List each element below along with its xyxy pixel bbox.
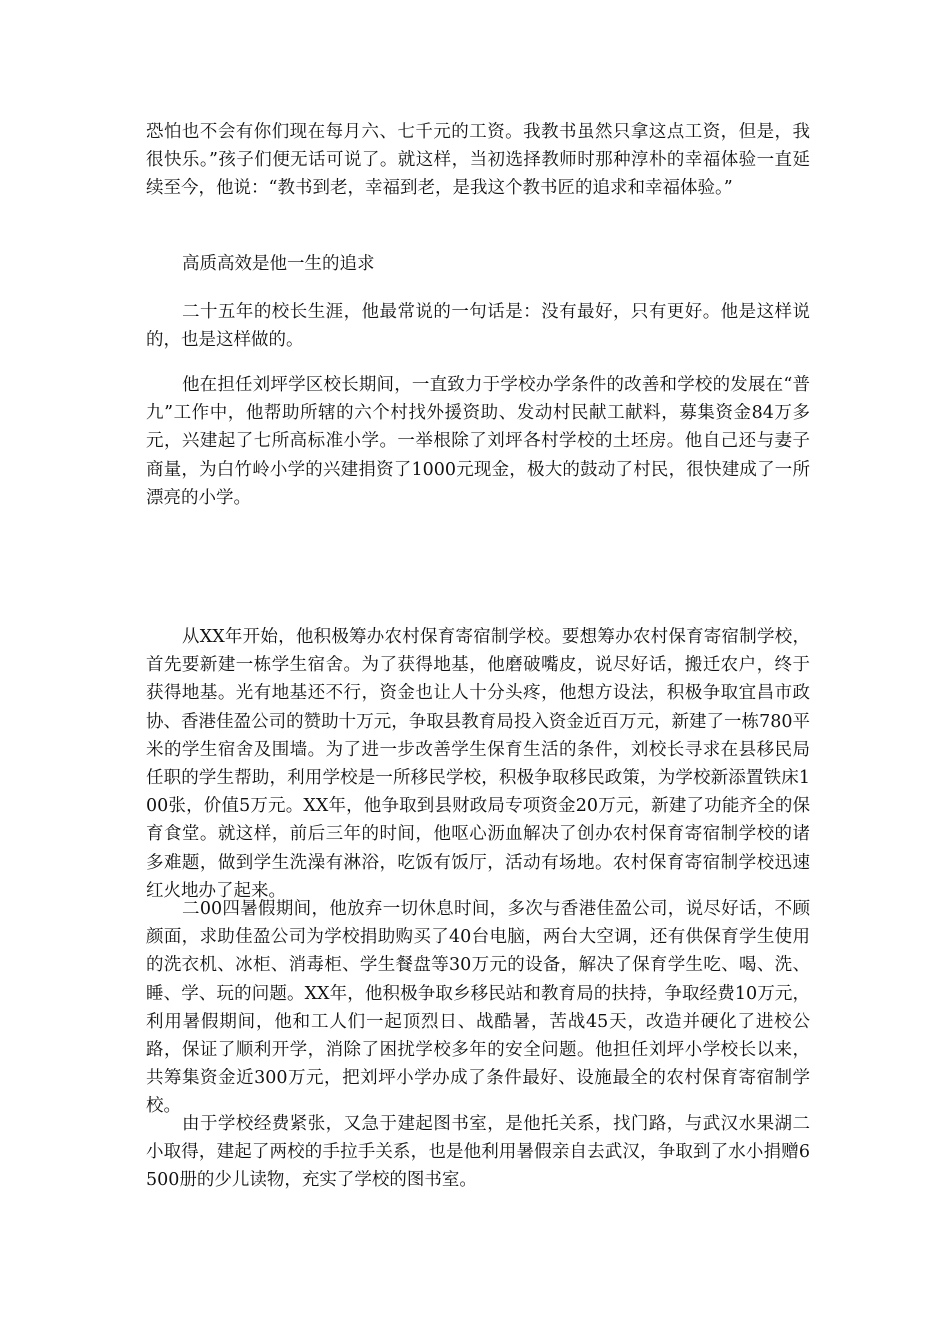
section-heading: 高质高效是他一生的追求 xyxy=(182,254,375,274)
paragraph: 二00四暑假期间，他放弃一切休息时间，多次与香港佳盈公司，说尽好话，不顾颜面，求助佳盈公司为学校捐助购买了40台电脑，两台大空调，还有供保育学生使用的洗衣机、冰柜、消毒柜、学生餐盘等30万元的设备，解决了保育学生吃、喝、洗、睡、学、玩的问题。XX年，他积极争取乡移民站和教育局的扶持，争取经费10万元，利用暑假期间，他和工人们一起顶烈日、战酷暑，苦战45天，改造并硬化了进校公路，保证了顺利开学，消除了困扰学校多年的安全问题。他担任刘坪小学校长以来，共筹集资金近300万元，把刘坪小学办成了条件最好、设施最全的农村保育寄宿制学校。 xyxy=(146,899,810,1117)
paragraph: 二十五年的校长生涯，他最常说的一句话是：没有最好，只有更好。他是这样说的，也是这样做的。 xyxy=(146,302,810,351)
paragraph: 从XX年开始，他积极筹办农村保育寄宿制学校。要想筹办农村保育寄宿制学校，首先要新建一栋学生宿舍。为了获得地基，他磨破嘴皮，说尽好话，搬迁农户，终于获得地基。光有地基还不行，资金也让人十分头疼，他想方设法，积极争取宜昌市政协、香港佳盈公司的赞助十万元，争取县教育局投入资金近百万元，新建了一栋780平米的学生宿舍及围墙。为了进一步改善学生保育生活的条件，刘校长寻求在县移民局任职的学生帮助，利用学校是一所移民学校，积极争取移民政策，为学校新添置铁床100张，价值5万元。XX年，他争取到县财政局专项资金20万元，新建了功能齐全的保育食堂。就这样，前后三年的时间，他呕心沥血解决了创办农村保育寄宿制学校的诸多难题，做到学生洗澡有淋浴，吃饭有饭厅，活动有场地。农村保育寄宿制学校迅速红火地办了起来。 xyxy=(146,627,810,901)
paragraph-continued: 恐怕也不会有你们现在每月六、七千元的工资。我教书虽然只拿这点工资，但是，我很快乐。”孩子们便无话可说了。就这样，当初选择教师时那种淳朴的幸福体验一直延续至今，他说：“教书到老，幸福到老，是我这个教书匠的追求和幸福体验。” xyxy=(146,122,810,199)
paragraph: 由于学校经费紧张，又急于建起图书室，是他托关系，找门路，与武汉水果湖二小取得，建起了两校的手拉手关系，也是他利用暑假亲自去武汉，争取到了水小捐赠6500册的少儿读物，充实了学校的图书室。 xyxy=(146,1114,810,1191)
paragraph: 他在担任刘坪学区校长期间，一直致力于学校办学条件的改善和学校的发展在“普九”工作中，他帮助所辖的六个村找外援资助、发动村民献工献料，募集资金84万多元，兴建起了七所高标准小学。一举根除了刘坪各村学校的土坯房。他自己还与妻子商量，为白竹岭小学的兴建捐资了1000元现金，极大的鼓动了村民，很快建成了一所漂亮的小学。 xyxy=(146,375,810,508)
